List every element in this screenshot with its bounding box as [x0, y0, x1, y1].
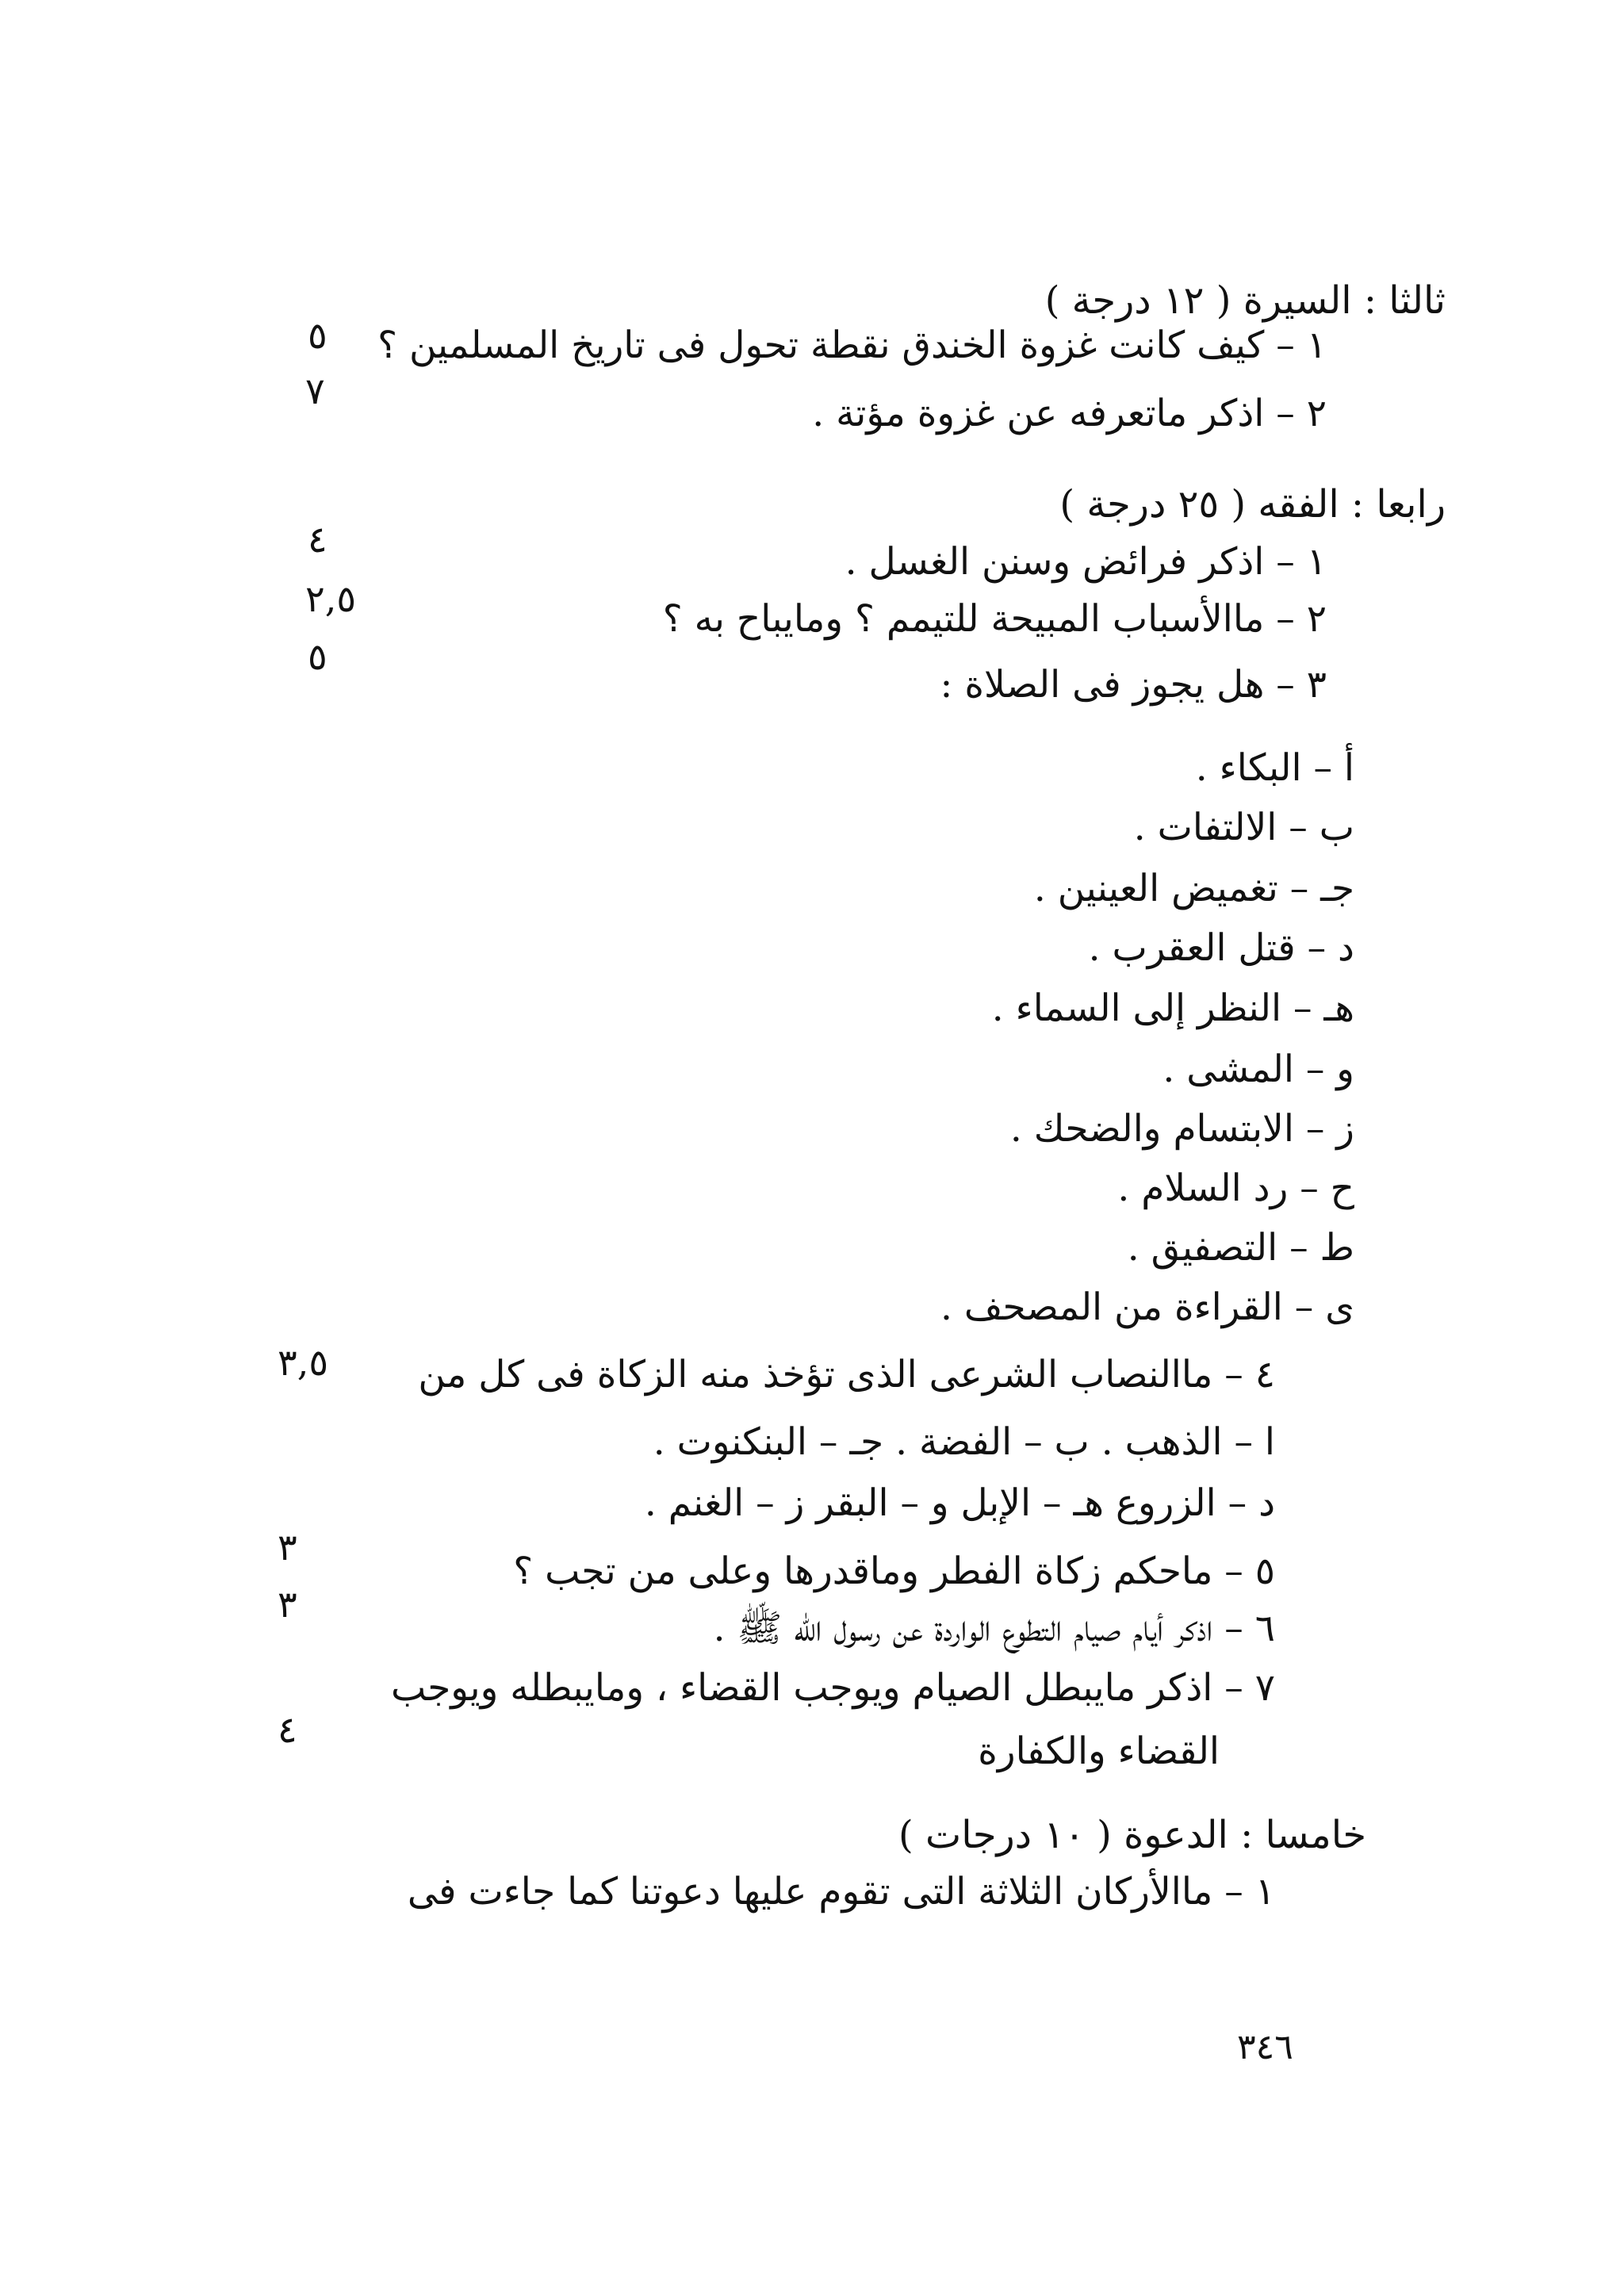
grade-value: ٤ [308, 518, 327, 561]
question-line: ١ – اذكر فرائض وسنن الغسل . [845, 540, 1327, 584]
question-line: ٧ – اذكر مايبطل الصيام ويوجب القضاء ، ومايبطله ويوجب [391, 1666, 1275, 1710]
grade-value: ٧ [305, 370, 325, 412]
sub-item: ط – التصفيق . [1127, 1226, 1354, 1270]
sub-item: د – قتل العقرب . [1088, 926, 1354, 970]
section-heading-sira: ثالثا : السيرة ( ١٢ درجة ) [1044, 278, 1446, 323]
section-heading-fiqh: رابعا : الفقه ( ٢٥ درجة ) [1059, 482, 1446, 527]
section-heading-dawa: خامسا : الدعوة ( ١٠ درجات ) [898, 1813, 1366, 1857]
sub-item: ز – الابتسام والضحك . [1009, 1107, 1354, 1151]
question-line: ٦ – اذكر أيام صيام التطوع الواردة عن رسول الله ﷺ . [713, 1607, 1275, 1650]
sub-item: ى – القراءة من المصحف . [940, 1285, 1354, 1329]
question-line: ٤ – ماالنصاب الشرعى الذى تؤخذ منه الزكاة فى كل من [418, 1353, 1275, 1396]
grade-value: ٣ [278, 1526, 297, 1569]
question-line: ٣ – هل يجوز فى الصلاة : [940, 663, 1327, 707]
sub-item: و – المشى . [1162, 1048, 1354, 1091]
question-continuation: القضاء والكفارة [978, 1730, 1220, 1773]
sub-item: ح – رد السلام . [1117, 1167, 1354, 1210]
grade-value: ٤ [278, 1708, 297, 1751]
grade-value: ٥ [308, 635, 327, 678]
grade-value: ٣,٥ [278, 1341, 329, 1384]
grade-value: ٢,٥ [305, 577, 357, 620]
sub-item: هـ – النظر إلى السماء . [991, 987, 1354, 1030]
option-line: د – الزروع هـ – الإبل و – البقر ز – الغنم . [644, 1481, 1275, 1525]
option-line: ا – الذهب . ب – الفضة . جـ – البنكنوت . [653, 1420, 1275, 1464]
grade-value: ٣ [278, 1583, 297, 1626]
sub-item: أ – البكاء . [1195, 746, 1354, 790]
question-line: ١ – ماالأركان الثلاثة التى تقوم عليها دعوتنا كما جاءت فى [407, 1870, 1275, 1914]
question-line: ٥ – ماحكم زكاة الفطر وماقدرها وعلى من تجب ؟ [513, 1550, 1275, 1593]
page-number: ٣٤٦ [1237, 2027, 1293, 2067]
sub-item: جـ – تغميض العينين . [1033, 867, 1354, 910]
question-line: ٢ – ماالأسباب المبيحة للتيمم ؟ ومايباح به ؟ [662, 597, 1327, 641]
grade-value: ٥ [308, 314, 327, 357]
sub-item: ب – الالتفات . [1133, 806, 1354, 849]
question-line: ٢ – اذكر ماتعرفه عن غزوة مؤتة . [812, 392, 1327, 435]
question-line: ١ – كيف كانت غزوة الخندق نقطة تحول فى تاريخ المسلمين ؟ [377, 324, 1327, 367]
